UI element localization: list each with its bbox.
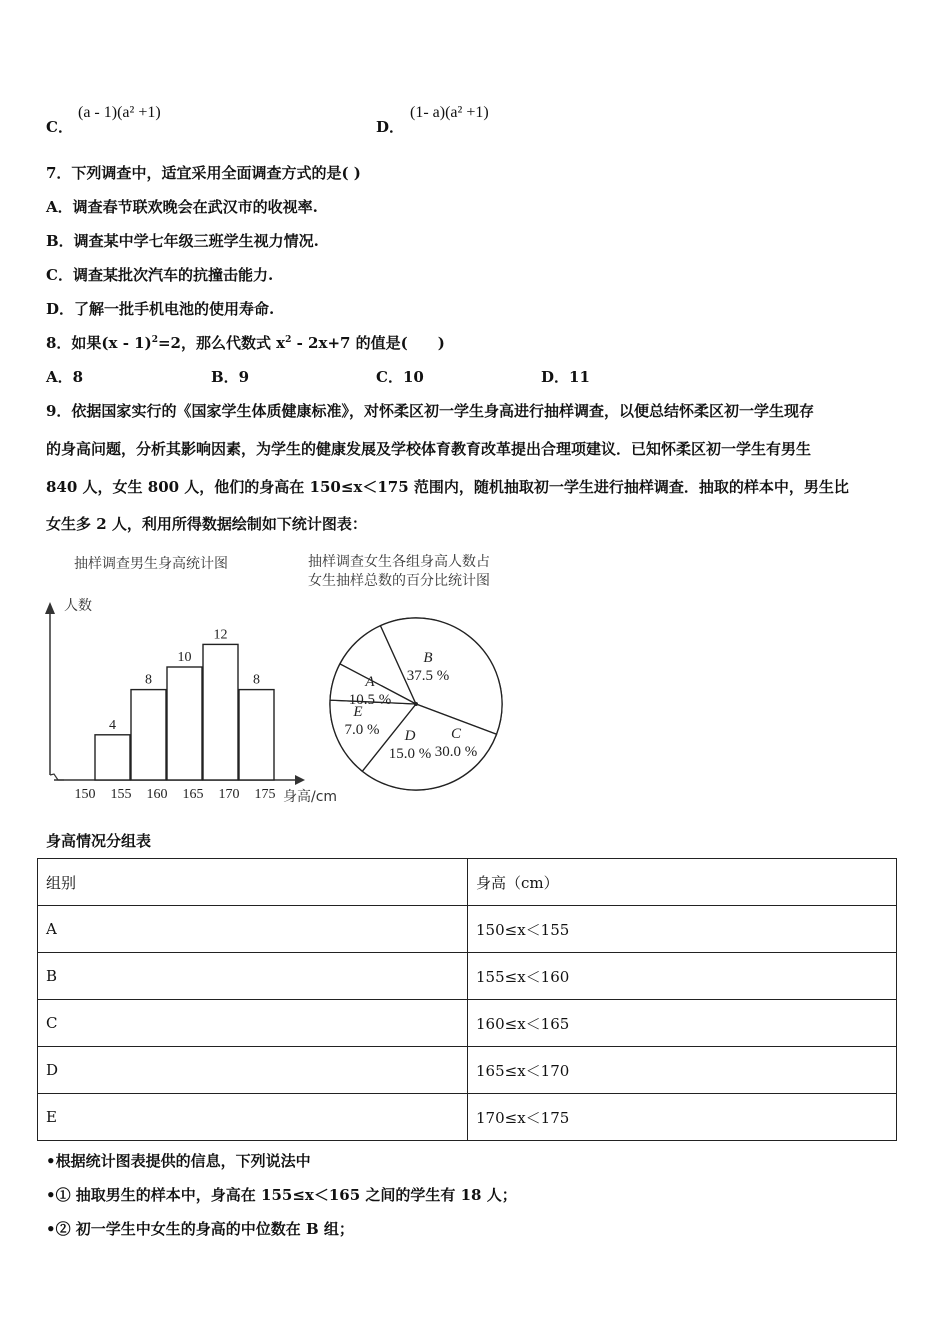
pie-slice-name-C: C xyxy=(450,726,462,742)
table-row xyxy=(38,953,897,1000)
table-row xyxy=(38,1047,897,1094)
table-header-height: 身高（cm） xyxy=(468,859,897,906)
q7-option-a: A．调查春节联欢晚会在武汉市的收视率. xyxy=(46,198,318,216)
x-tick-label: 150 xyxy=(74,787,96,802)
x-tick-label: 160 xyxy=(146,787,168,802)
q8-superscript-2: 2 xyxy=(285,335,292,345)
q9-line-1: 9．依据国家实行的《国家学生体质健康标准》，对怀柔区初一学生身高进行抽样调查，以便总结怀柔区初一学生现存 xyxy=(46,402,814,420)
table-cell-group: B xyxy=(38,953,468,1000)
pie-slice-name-B: B xyxy=(423,650,433,666)
bar-value-label: 4 xyxy=(109,717,116,733)
q7-option-b: B．调查某中学七年级三班学生视力情况. xyxy=(46,232,319,250)
statement-intro: •根据统计图表提供的信息，下列说法中 xyxy=(46,1152,311,1170)
pie-slice-percent-E: 7.0 % xyxy=(344,722,380,738)
bar-150-155 xyxy=(95,735,130,780)
option-c-expression: (a - 1)(a² +1) xyxy=(78,104,161,121)
table-cell-range: 155≤x＜160 xyxy=(468,953,897,1000)
table-caption: 身高情况分组表 xyxy=(46,832,152,850)
x-tick-label: 165 xyxy=(182,787,204,802)
x-axis-label: 身高/cm xyxy=(283,789,338,805)
table-cell-group: D xyxy=(38,1047,468,1094)
pie-slice-percent-A: 10.5 % xyxy=(348,692,392,708)
option-d-expression: (1- a)(a² +1) xyxy=(410,104,489,121)
q8-stem-part-1: 8．如果(x - 1) xyxy=(46,334,152,352)
q8-option-a: A．8 xyxy=(46,368,84,386)
option-d-label: D． xyxy=(376,118,405,136)
table-cell-range: 170≤x＜175 xyxy=(468,1094,897,1141)
q8-stem xyxy=(46,332,445,353)
bar-chart xyxy=(40,590,340,810)
table-header-group: 组别 xyxy=(38,859,468,906)
bar-value-label: 12 xyxy=(213,627,228,643)
pie-slice-name-E: E xyxy=(353,704,363,720)
option-c-label: C． xyxy=(46,118,73,136)
pie-slice-percent-B: 37.5 % xyxy=(406,668,450,684)
pie-chart-title-line-1: 抽样调查女生各组身高人数占 xyxy=(308,554,490,570)
pie-slice-percent-C: 30.0 % xyxy=(434,744,478,760)
statement-2: •② 初一学生中女生的身高的中位数在 B 组； xyxy=(46,1220,354,1238)
y-axis-label: 人数 xyxy=(64,598,92,614)
q7-option-d: D．了解一批手机电池的使用寿命. xyxy=(46,300,275,318)
q9-line-2: 的身高问题，分析其影响因素，为学生的健康发展及学校体育教育改革提出合理项建议．已知怀柔区初一学生有男生 xyxy=(46,440,812,458)
y-axis-arrow xyxy=(45,602,55,614)
x-tick-label: 155 xyxy=(110,787,132,802)
bar-155-160 xyxy=(131,690,166,780)
pie-chart-title-line-2: 女生抽样总数的百分比统计图 xyxy=(308,573,490,589)
q8-option-c: C．10 xyxy=(376,368,424,386)
bar-value-label: 8 xyxy=(253,672,260,688)
q8-stem-part-2: =2，那么代数式 x xyxy=(157,334,286,352)
table-cell-group: C xyxy=(38,1000,468,1047)
q8-option-d: D．11 xyxy=(541,368,590,386)
table-cell-range: 165≤x＜170 xyxy=(468,1047,897,1094)
q8-option-b: B．9 xyxy=(211,368,250,386)
pie-slice-name-D: D xyxy=(404,728,416,744)
table-cell-group: A xyxy=(38,906,468,953)
bar-160-165 xyxy=(167,667,202,780)
bar-value-label: 8 xyxy=(145,672,152,688)
bar-value-label: 10 xyxy=(177,650,192,665)
bar-170-175 xyxy=(239,690,274,780)
table-cell-range: 160≤x＜165 xyxy=(468,1000,897,1047)
height-group-table xyxy=(37,858,897,1141)
q9-line-3: 840 人，女生 800 人，他们的身高在 150≤x＜175 范围内，随机抽取初一学生进行抽样调查．抽取的样本中，男生比 xyxy=(46,478,849,496)
q8-stem-part-3: - 2x+7 的值是( ) xyxy=(291,334,445,352)
q8-superscript-1: 2 xyxy=(151,335,158,345)
x-tick-label: 175 xyxy=(254,787,276,802)
x-axis-arrow xyxy=(295,775,305,785)
table-row xyxy=(38,1094,897,1141)
statement-1: •① 抽取男生的样本中，身高在 155≤x＜165 之间的学生有 18 人； xyxy=(46,1186,517,1204)
bar-165-170 xyxy=(203,644,238,780)
bar-chart-title: 抽样调查男生身高统计图 xyxy=(74,556,228,572)
pie-slice-percent-D: 15.0 % xyxy=(388,746,432,762)
table-header-row xyxy=(38,859,897,906)
pie-slice-name-A: A xyxy=(365,674,375,690)
table-cell-group: E xyxy=(38,1094,468,1141)
q9-line-4: 女生多 2 人，利用所得数据绘制如下统计图表： xyxy=(46,515,367,533)
table-row xyxy=(38,1000,897,1047)
pie-center-dot xyxy=(414,702,418,706)
x-tick-label: 170 xyxy=(218,787,240,802)
table-row xyxy=(38,906,897,953)
axis-break xyxy=(50,774,64,780)
table-cell-range: 150≤x＜155 xyxy=(468,906,897,953)
q7-stem: 7．下列调查中，适宜采用全面调查方式的是( ) xyxy=(46,164,361,182)
q7-option-c: C．调查某批次汽车的抗撞击能力. xyxy=(46,266,274,284)
pie-chart xyxy=(320,610,510,800)
